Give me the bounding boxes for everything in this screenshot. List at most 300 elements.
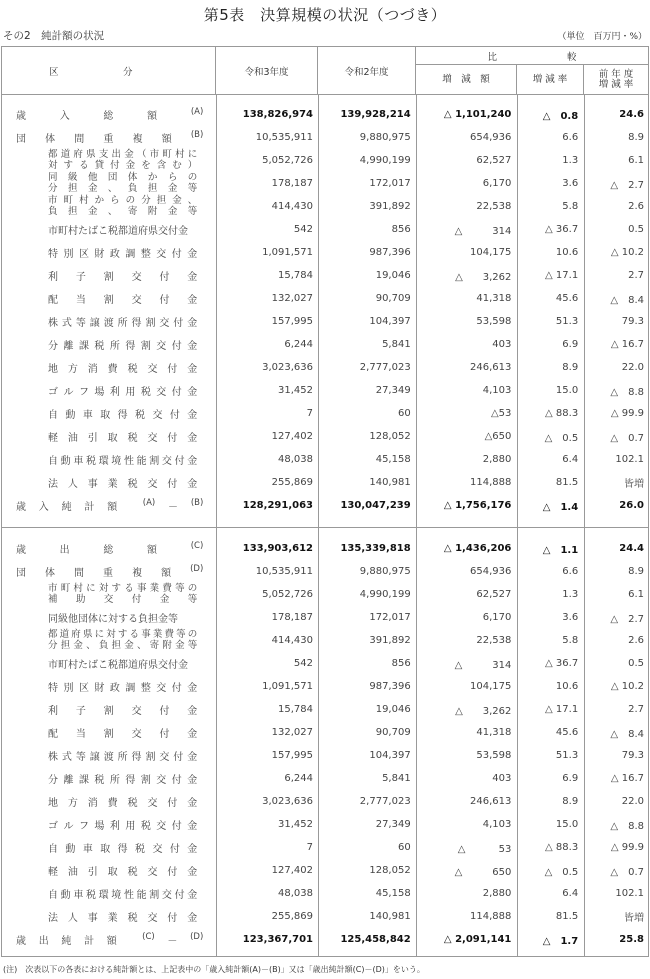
row-label-part: 割	[149, 890, 160, 901]
row-label	[48, 771, 197, 786]
row-label-cell	[2, 149, 215, 172]
row-label-part: 等	[75, 318, 86, 329]
row-label-part: 付	[171, 683, 182, 694]
header-category-char-2: 分	[123, 66, 133, 78]
row-label-part: 交	[161, 456, 172, 467]
table-row	[2, 218, 648, 241]
table-subtitle: その2 純計額の状況	[3, 30, 105, 42]
value-r2: 172,017	[369, 178, 411, 189]
header-prev-rate-line2: 増 減 率	[598, 78, 634, 90]
value-r3: 132,027	[271, 727, 313, 738]
row-label-part: 交	[147, 364, 158, 375]
row-label-cell	[2, 767, 215, 790]
value-prev-rate: 24.6	[619, 109, 644, 120]
row-label-part: (A)	[190, 107, 204, 117]
row-label-cell	[2, 882, 215, 905]
row-label	[48, 909, 197, 924]
row-label-part: 額	[147, 111, 158, 122]
value-r3: 123,367,701	[242, 934, 313, 945]
row-label	[48, 886, 197, 901]
value-r2: 856	[391, 224, 411, 235]
row-label-cell	[2, 652, 215, 675]
value-r2: 856	[391, 658, 411, 669]
row-label-part: 総	[103, 111, 114, 122]
value-diff-rate: △ 17.1	[545, 704, 579, 715]
value-r3: 5,052,726	[262, 155, 313, 166]
table-row	[2, 744, 648, 767]
value-prev-rate: 22.0	[621, 362, 644, 373]
row-label-part: 交	[159, 752, 170, 763]
row-label-cell	[2, 494, 215, 517]
table-row	[2, 629, 648, 652]
row-label-part: 重	[103, 568, 114, 579]
value-diff-amount: 22,538	[476, 635, 512, 646]
row-label-part: 付	[174, 456, 185, 467]
table-row	[2, 264, 648, 287]
table-row	[2, 126, 648, 149]
value-diff-rate: △ 1.7	[542, 936, 579, 947]
row-label-part: 動	[65, 410, 76, 421]
row-label-part: 交	[159, 318, 170, 329]
value-prev-rate: 25.8	[619, 934, 644, 945]
value-diff-amount: △ 650	[454, 867, 512, 878]
row-label	[48, 679, 197, 694]
row-label-part: 割	[145, 318, 156, 329]
row-label-part: 税	[127, 364, 138, 375]
value-diff-rate: △ 36.7	[545, 658, 579, 669]
row-label-line: 補助交付金等	[48, 593, 198, 605]
row-label-cell	[2, 790, 215, 813]
row-label-part: 交	[147, 433, 158, 444]
row-label-part: 油	[67, 867, 78, 878]
row-label-cell	[2, 905, 215, 928]
row-label-part: 出	[38, 936, 49, 947]
value-diff-amount: 22,538	[476, 201, 512, 212]
row-label-part: 付	[167, 913, 178, 924]
row-label	[48, 452, 197, 467]
value-r3: 178,187	[271, 178, 313, 189]
row-label-cell	[2, 698, 215, 721]
row-label	[48, 150, 197, 171]
row-label-part: 利	[109, 821, 120, 832]
value-prev-rate: 2.6	[628, 201, 644, 212]
row-label-part: 課	[78, 775, 89, 786]
row-label	[48, 222, 197, 237]
row-label-part: 付	[159, 295, 170, 306]
row-label	[48, 725, 197, 740]
row-label-part: 自	[48, 456, 58, 467]
row-label-part: 税	[85, 890, 96, 901]
table-row	[2, 356, 648, 379]
row-label-part: 金	[187, 456, 198, 467]
value-r3: 15,784	[278, 704, 313, 715]
row-label-part: 方	[67, 798, 78, 809]
header-diff-rate: 増 減 率	[517, 65, 584, 94]
row-label-part: 分	[48, 341, 58, 352]
row-label-part: 付	[159, 272, 170, 283]
table-row	[2, 813, 648, 836]
row-label-part: 得	[125, 341, 136, 352]
row-label-part: 金	[187, 683, 198, 694]
row-label-part: 金	[187, 890, 198, 901]
value-r3: 157,995	[271, 316, 313, 327]
row-label	[16, 541, 203, 556]
value-diff-rate: 51.3	[555, 750, 579, 761]
row-label-part: 引	[87, 433, 98, 444]
row-label-line: 分担金、負担金等	[48, 182, 198, 194]
row-label-part: 付	[169, 844, 180, 855]
value-r3: 3,023,636	[262, 362, 313, 373]
value-r2: 104,397	[369, 750, 411, 761]
row-label-part: 交	[156, 821, 167, 832]
row-label-cell	[2, 859, 215, 882]
row-label-part: 性	[123, 890, 134, 901]
row-label-part: 付	[171, 821, 182, 832]
row-label-cell	[2, 264, 215, 287]
header-compare-char-2: 較	[567, 51, 577, 63]
value-diff-amount: 246,613	[470, 362, 512, 373]
row-label-cell	[2, 195, 215, 218]
row-label-part: 付	[159, 729, 170, 740]
value-r3: 133,903,612	[242, 543, 313, 554]
row-label-part: 所	[117, 752, 128, 763]
row-label-part: (C)	[190, 541, 204, 551]
header-category	[2, 47, 216, 94]
value-prev-rate: 26.0	[619, 500, 644, 511]
row-label-part: 別	[63, 249, 74, 260]
row-label-part: 人	[67, 913, 78, 924]
row-label-part: 得	[131, 318, 142, 329]
value-r3: 31,452	[278, 819, 313, 830]
value-diff-amount: △ 314	[454, 660, 512, 671]
value-r3: 10,535,911	[255, 132, 313, 143]
row-label-part: 純	[61, 936, 72, 947]
row-label-part: 税	[94, 775, 105, 786]
row-label-part: 金	[187, 341, 198, 352]
row-label	[48, 475, 197, 490]
row-label-part: 調	[125, 249, 136, 260]
row-label-part: 税	[135, 410, 146, 421]
row-label-part: 交	[131, 706, 142, 717]
row-label-part: 割	[103, 729, 114, 740]
value-r2: 19,046	[375, 704, 411, 715]
row-label-part: ゴ	[48, 387, 58, 398]
value-diff-rate: 6.6	[562, 566, 579, 577]
value-diff-rate: 10.6	[555, 681, 579, 692]
value-r2: 5,841	[382, 339, 411, 350]
row-label-cell	[2, 675, 215, 698]
row-label-cell	[2, 241, 215, 264]
row-label	[48, 748, 197, 763]
row-label-part: 交	[131, 272, 142, 283]
table-title: 第5表 決算規模の状況（つづき）	[203, 6, 447, 24]
value-diff-amount: 4,103	[482, 819, 512, 830]
table-row	[2, 103, 648, 126]
row-label	[16, 564, 203, 579]
row-label-part: ゴ	[48, 821, 58, 832]
value-prev-rate: △ 0.7	[610, 433, 644, 444]
value-r2: 5,841	[382, 773, 411, 784]
value-prev-rate: 皆増	[623, 479, 644, 490]
row-label	[48, 794, 197, 809]
row-label-part: 金	[187, 364, 198, 375]
value-prev-rate: 24.4	[619, 543, 644, 554]
row-label-part: 付	[167, 433, 178, 444]
row-label-part: 市町村たばこ税都道府県交付金	[48, 226, 188, 237]
table-row	[2, 379, 648, 402]
value-diff-rate: 8.9	[562, 362, 579, 373]
row-label-part: 交	[156, 387, 167, 398]
value-prev-rate: 8.9	[628, 132, 644, 143]
value-r3: 5,052,726	[262, 589, 313, 600]
row-label-part: 交	[147, 479, 158, 490]
row-label-part: 消	[87, 364, 98, 375]
row-label-line: 同級他団体からの	[48, 172, 198, 183]
row-label-part: 額	[106, 936, 117, 947]
header-compare-char-1: 比	[487, 51, 497, 63]
value-prev-rate: △ 99.9	[610, 842, 644, 853]
value-r2: 60	[397, 842, 411, 853]
row-label-part: (A)	[142, 498, 156, 508]
row-label-part: 付	[167, 867, 178, 878]
value-prev-rate: 2.7	[628, 704, 644, 715]
row-label-cell	[2, 379, 215, 402]
value-r3: 255,869	[271, 477, 313, 488]
table-row	[2, 494, 648, 517]
row-label-part: 総	[103, 545, 114, 556]
value-r3: 138,826,974	[242, 109, 313, 120]
header-diff-amount: 増 減 額	[416, 65, 517, 94]
value-prev-rate: 6.1	[628, 589, 644, 600]
value-diff-amount: 2,880	[482, 888, 512, 899]
row-label-part: 引	[87, 867, 98, 878]
value-diff-rate: 6.4	[562, 888, 579, 899]
row-label-part: 額	[161, 568, 172, 579]
row-label-part: 所	[109, 341, 120, 352]
row-label-part: 税	[94, 341, 105, 352]
row-label-part: 別	[63, 683, 74, 694]
row-label-part: 法	[48, 913, 58, 924]
row-label-part: 動	[60, 890, 71, 901]
row-label-part: 政	[109, 683, 120, 694]
row-label-part: 計	[84, 936, 95, 947]
row-label-part: 人	[67, 479, 78, 490]
row-label-part: 方	[67, 364, 78, 375]
value-r3: 542	[293, 658, 313, 669]
value-r2: 128,052	[369, 431, 411, 442]
table-header	[2, 47, 648, 95]
value-r2: 45,158	[375, 888, 411, 899]
value-diff-rate: 3.6	[562, 612, 579, 623]
row-label-part: 重	[103, 134, 114, 145]
value-diff-amount: △ 2,091,141	[443, 934, 512, 945]
value-diff-amount: △53	[490, 408, 512, 419]
row-label-part: 交	[147, 867, 158, 878]
row-label-cell	[2, 287, 215, 310]
row-label-part: 自	[48, 890, 58, 901]
row-label-part: 財	[94, 683, 105, 694]
value-diff-amount: △ 3,262	[455, 272, 512, 283]
row-label-part: 政	[109, 249, 120, 260]
table-row	[2, 606, 648, 629]
row-label-part: 場	[94, 387, 105, 398]
value-diff-rate: △ 1.1	[542, 545, 579, 556]
row-label-cell	[2, 218, 215, 241]
row-label-part: 地	[48, 364, 58, 375]
row-label-part: 純	[61, 502, 72, 513]
row-label-part: 譲	[89, 752, 100, 763]
value-diff-amount: 41,318	[476, 293, 512, 304]
row-label	[48, 173, 197, 194]
row-label	[48, 360, 197, 375]
table-row	[2, 333, 648, 356]
value-diff-rate: 6.9	[562, 339, 579, 350]
value-diff-amount: 246,613	[470, 796, 512, 807]
row-label-cell	[2, 744, 215, 767]
row-label-part: 金	[187, 479, 198, 490]
row-label-part: 付	[171, 249, 182, 260]
row-label-part: 整	[140, 249, 151, 260]
value-diff-rate: 81.5	[555, 477, 579, 488]
value-r2: 140,981	[369, 477, 411, 488]
value-r2: 9,880,975	[359, 132, 411, 143]
table-row	[2, 310, 648, 333]
row-label-part: 割	[149, 456, 160, 467]
table-row	[2, 836, 648, 859]
row-label-part: 付	[167, 798, 178, 809]
row-label-part: 等	[75, 752, 86, 763]
value-r3: 1,091,571	[262, 681, 313, 692]
row-label-cell	[2, 333, 215, 356]
row-label-line: 都道府県支出金（市町村に	[48, 149, 198, 160]
value-prev-rate: △ 8.4	[610, 295, 644, 306]
row-label-part: 金	[187, 706, 198, 717]
row-label-part: 車	[82, 410, 93, 421]
row-label	[48, 406, 197, 421]
row-label-part: 税	[127, 433, 138, 444]
footnote: (注) 次表以下の各表における純計額とは、上記表中の「歳入純計額(A)－(B)」又は「歳出純計額(C)－(D)」をいう。	[3, 965, 425, 974]
row-label-part: 得	[117, 844, 128, 855]
value-r2: 60	[397, 408, 411, 419]
value-prev-rate: 102.1	[615, 888, 644, 899]
row-label-part: 財	[94, 249, 105, 260]
row-label-cell	[2, 629, 215, 652]
row-label	[48, 245, 197, 260]
value-diff-amount: △ 1,436,206	[443, 543, 512, 554]
row-label-part: 車	[73, 890, 84, 901]
value-r3: 1,091,571	[262, 247, 313, 258]
row-label-part: 交	[156, 683, 167, 694]
row-label-part: 場	[94, 821, 105, 832]
row-label-part: 油	[67, 433, 78, 444]
row-label-part: 金	[187, 249, 198, 260]
header-r3: 令和3年度	[216, 47, 318, 94]
row-label-cell	[2, 425, 215, 448]
row-label-part: 分	[48, 775, 58, 786]
row-label	[48, 291, 197, 306]
table-row	[2, 149, 648, 172]
table-row	[2, 425, 648, 448]
value-r3: 10,535,911	[255, 566, 313, 577]
row-label-part: 入	[38, 502, 49, 513]
row-label	[48, 383, 197, 398]
row-label-part: 金	[187, 729, 198, 740]
value-r2: 987,396	[369, 247, 411, 258]
header-r2: 令和2年度	[318, 47, 416, 94]
value-diff-rate: 1.3	[562, 155, 579, 166]
value-prev-rate: △ 10.2	[610, 247, 644, 258]
row-label-line: 分担金、負担金、寄附金等	[48, 639, 198, 651]
unit-label: （単位 百万円・%）	[557, 32, 647, 42]
row-label-part: 消	[87, 798, 98, 809]
row-label-part: 税	[127, 867, 138, 878]
value-diff-amount: 62,527	[476, 589, 512, 600]
row-label-part: 付	[171, 341, 182, 352]
row-label	[48, 584, 197, 605]
row-label-part: 税	[140, 387, 151, 398]
value-r2: 130,047,239	[340, 500, 411, 511]
row-label-part: 業	[107, 479, 118, 490]
value-r2: 140,981	[369, 911, 411, 922]
value-prev-rate: 0.5	[628, 658, 644, 669]
row-label-part: 歳	[16, 936, 26, 947]
row-label	[48, 429, 197, 444]
value-r2: 45,158	[375, 454, 411, 465]
row-label-part: 金	[187, 821, 198, 832]
row-label-part: 金	[187, 867, 198, 878]
value-prev-rate: 2.6	[628, 635, 644, 646]
value-diff-amount: △ 53	[457, 844, 512, 855]
row-label-part: 株	[48, 318, 58, 329]
row-label-part: ル	[63, 821, 74, 832]
row-label-part: 車	[82, 844, 93, 855]
row-label-part: 市町村たばこ税都道府県交付金	[48, 660, 188, 671]
row-label-cell	[2, 836, 215, 859]
header-prev-rate-line1: 前 年 度	[598, 68, 634, 80]
row-label-part: 金	[187, 295, 198, 306]
row-label-part: 交	[156, 249, 167, 260]
row-label-part: 株	[48, 752, 58, 763]
row-label-cell	[2, 537, 215, 560]
value-diff-amount: 104,175	[470, 247, 512, 258]
value-r3: 6,244	[284, 339, 313, 350]
row-label-part: 金	[187, 752, 198, 763]
value-diff-amount: 6,170	[482, 178, 512, 189]
row-label-part: 利	[109, 387, 120, 398]
table-row	[2, 448, 648, 471]
header-prev-rate	[584, 65, 648, 94]
table-row	[2, 537, 648, 560]
value-diff-amount: 62,527	[476, 155, 512, 166]
row-label-part: 歳	[16, 545, 26, 556]
row-label-part: 利	[48, 706, 58, 717]
row-label-part: 利	[48, 272, 58, 283]
value-r2: 135,339,818	[340, 543, 411, 554]
row-label-part: 区	[78, 683, 89, 694]
row-label-part: 付	[167, 479, 178, 490]
value-r2: 9,880,975	[359, 566, 411, 577]
value-diff-amount: 403	[492, 773, 512, 784]
row-label-part: 環	[98, 456, 109, 467]
value-r2: 4,990,199	[359, 589, 411, 600]
value-r3: 7	[306, 842, 313, 853]
value-r2: 987,396	[369, 681, 411, 692]
row-label-part: 付	[167, 364, 178, 375]
value-diff-amount: 2,880	[482, 454, 512, 465]
value-diff-rate: △ 36.7	[545, 224, 579, 235]
row-label-part: 地	[48, 798, 58, 809]
value-r3: 414,430	[271, 635, 313, 646]
